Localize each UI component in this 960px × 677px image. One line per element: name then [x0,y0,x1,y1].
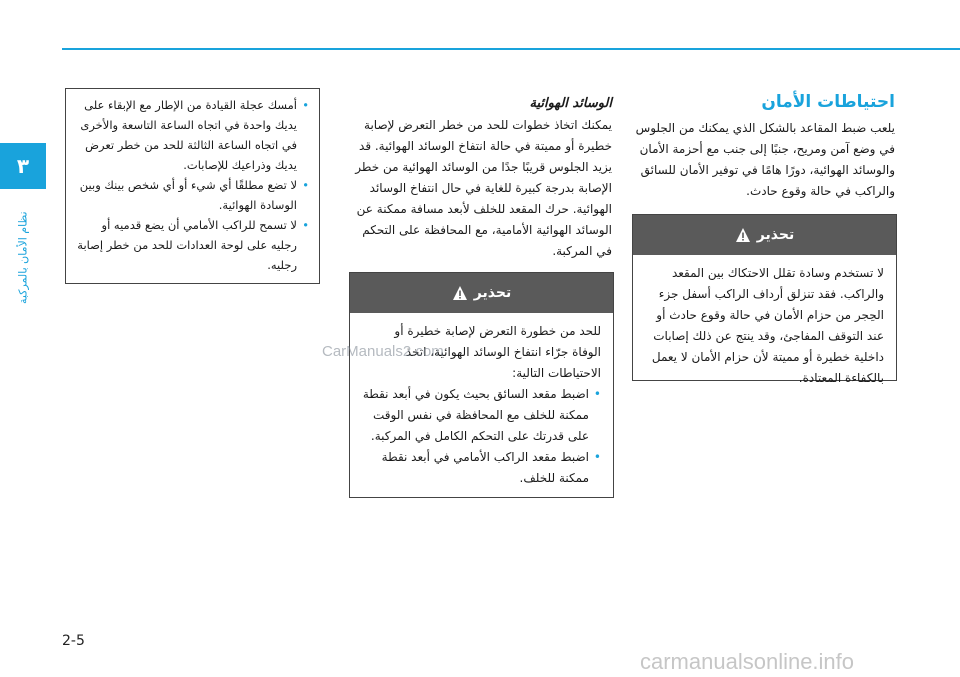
chapter-label: نظام الأمان بالمركبة [16,211,30,305]
warning-box-seat-cushion [632,214,897,385]
list-item: • أمسك عجلة القيادة من الإطار مع الإبقاء على يديك واحدة في اتجاه الساعة التاسعة والأخرى في اتجاه الساعة الثالثة للحد من خطر تعرض يديك وذراعيك للإصابات. [76,95,309,175]
warning-body [350,313,613,497]
warning-intro: للحد من خطورة التعرض لإصابة خطيرة أو الوفاة جرّاء انتفاخ الوسائد الهوائية، اتخذ الاحتياطات التالية: [394,324,601,380]
list-item: • اضبط مقعد الراكب الأمامي في أبعد نقطة ممكنة للخلف. [362,447,601,489]
watermark: carmanualsonline.info [640,649,855,674]
warning-text: لا تستخدم وسادة تقلل الاحتكاك بين المقعد والراكب. فقد تنزلق أرداف الراكب أسفل جزء الحِجر من حزام الأمان في حالة وقوع حادث أو عند التوقف المفاجئ، وقد ينتج عن ذلك إصابات داخلية خطيرة أو مميتة لأن حزام الأمان لا يعمل بالكفاءة المعتادة. [651,266,884,385]
page-number: 2-5 [62,633,85,649]
watermark: CarManuals2.com [322,343,444,360]
chapter-tab: ٣ [0,143,46,189]
section-title: احتياطات الأمان [761,92,895,112]
warning-continuation-box [65,88,320,284]
list-item: • لا تضع مطلقًا أي شيء أو أي شخص بينك وبين الوسادة الهوائية. [76,175,309,215]
warning-box-airbags [349,272,614,498]
header-rule [62,48,960,50]
warning-bullets [362,384,601,489]
warning-body [633,255,896,397]
list-item: • لا تسمح للراكب الأمامي أن يضع قدميه أو رجليه على لوحة العدادات للحد من خطر إصابة رجليه. [76,215,309,275]
continuation-bullets [76,95,309,275]
warning-header [350,273,613,313]
airbags-paragraph: يمكنك اتخاذ خطوات للحد من خطر التعرض لإصابة خطيرة أو مميتة في حالة انتفاخ الوسائد الهوائية. قد يزيد الجلوس قريبًا جدًا من الوسائد الهوائية من خطر الإصابة بدرجة كبيرة للغاية في حال انتفاخ الوسائد الهوائية. حرك المقعد للخلف لأبعد مسافة ممكنة عن الوسائد الهوائية الأمامية، مع المحافظة على التحكم في المركبة. [355,118,612,258]
airbags-subhead: الوسائد الهوائية [529,96,612,111]
warning-triangle-icon [735,227,751,243]
warning-triangle-icon [452,285,468,301]
warning-header [633,215,896,255]
warning-label: تحذير [473,285,512,301]
warning-label: تحذير [756,227,795,243]
list-item: • اضبط مقعد السائق بحيث يكون في أبعد نقطة ممكنة للخلف مع المحافظة في نفس الوقت على قدرتك على التحكم الكامل في المركبة. [362,384,601,447]
section-paragraph: يلعب ضبط المقاعد بالشكل الذي يمكنك من الجلوس في وضع آمن ومريح، جنبًا إلى جنب مع أحزمة الأمان والوسائد الهوائية، دورًا هامًا في توفير الأمان للسائق والراكب في حالة وقوع حادث. [635,121,895,198]
safety-precautions-section [632,92,895,202]
airbags-section [350,96,612,262]
